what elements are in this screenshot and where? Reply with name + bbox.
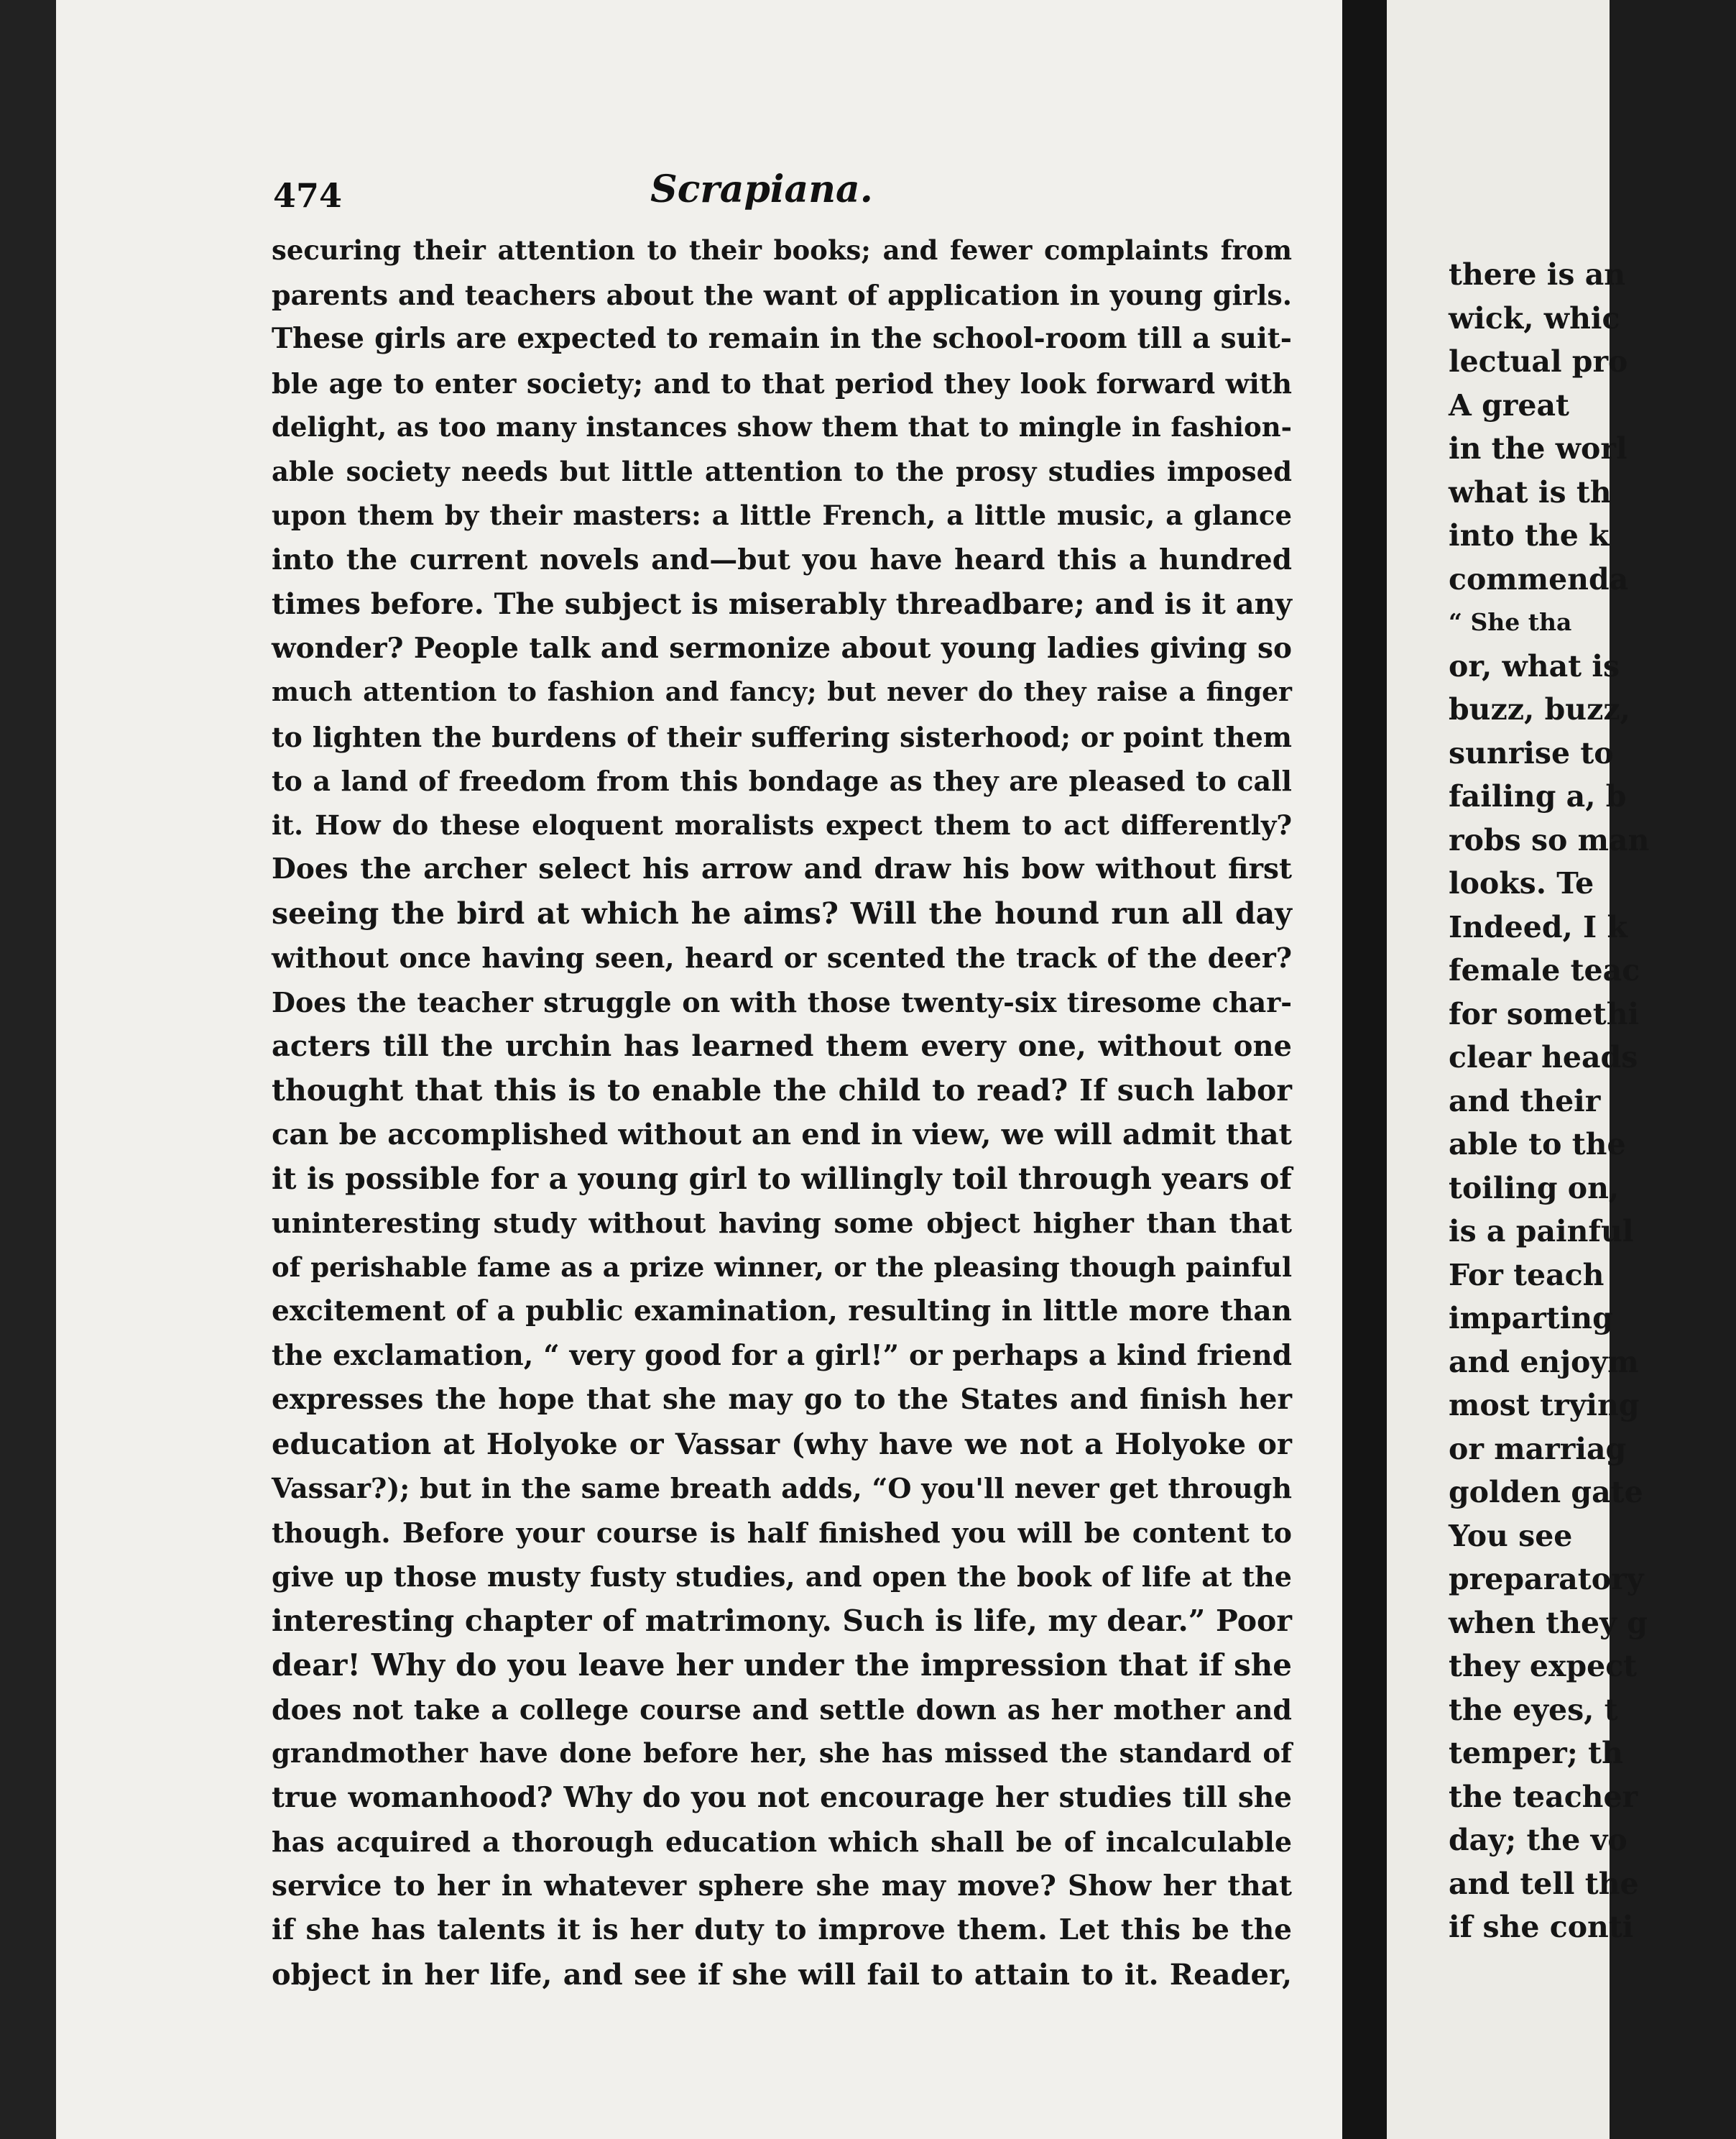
text-line: does not take a college course and settle down as her mother and: [272, 1693, 1292, 1726]
text-line-fragment: the eyes, t: [1449, 1692, 1618, 1727]
text-line: into the current novels and—but you have heard this a hundred: [272, 543, 1292, 576]
text-line-fragment: looks. Te: [1449, 866, 1594, 901]
text-line-fragment: able to the: [1449, 1127, 1626, 1162]
text-line-fragment: Indeed, I k: [1449, 909, 1628, 944]
text-line-fragment: the teacher: [1449, 1779, 1638, 1814]
text-line-fragment: into the k: [1449, 518, 1610, 553]
text-line: grandmother have done before her, she has missed the standard of: [272, 1737, 1292, 1769]
text-line: give up those musty fusty studies, and open the book of life at the: [272, 1560, 1292, 1593]
text-line: times before. The subject is miserably threadbare; and is it any: [272, 587, 1292, 621]
text-line: true womanhood? Why do you not encourage her studies till she: [272, 1780, 1292, 1814]
text-line-fragment: clear heads: [1449, 1040, 1638, 1075]
text-line-fragment: preparatory: [1449, 1562, 1644, 1596]
text-line-fragment: You see: [1449, 1518, 1573, 1553]
text-line: seeing the bird at which he aims? Will the hound run all day: [272, 896, 1292, 931]
text-line-fragment: day; the vo: [1449, 1823, 1628, 1857]
text-line-fragment: lectual pro: [1449, 344, 1628, 379]
text-line: upon them by their masters: a little French, a little music, a glance: [272, 500, 1292, 531]
text-line-fragment: temper; th: [1449, 1736, 1623, 1770]
text-line-fragment: commenda: [1449, 561, 1629, 597]
text-line: without once having seen, heard or scented the track of the deer?: [272, 942, 1292, 974]
text-line: excitement of a public examination, resulting in little more than: [272, 1294, 1292, 1328]
text-line-fragment: and their: [1449, 1083, 1601, 1118]
text-line-fragment: toiling on,: [1449, 1170, 1620, 1205]
text-line: service to her in whatever sphere she may move? Show her that: [272, 1869, 1292, 1903]
text-line: delight, as too many instances show them that to mingle in fashion-: [272, 411, 1292, 443]
text-line-fragment: is a painful: [1449, 1214, 1634, 1248]
text-line-fragment: sunrise to: [1449, 735, 1614, 770]
text-line: it. How do these eloquent moralists expect them to act differently?: [272, 809, 1292, 841]
text-line-fragment: or marriag: [1449, 1431, 1627, 1466]
text-line: much attention to fashion and fancy; but never do they raise a finger: [272, 677, 1292, 707]
text-line: Vassar?); but in the same breath adds, “O you'll never get through: [272, 1472, 1292, 1504]
right-page-body-text: [1449, 253, 1736, 1949]
text-line: to lighten the burdens of their suffering sisterhood; or point them: [272, 720, 1292, 753]
text-line: parents and teachers about the want of application in young girls.: [272, 278, 1292, 311]
page-header: [216, 162, 1308, 219]
running-title: Scrapiana.: [650, 167, 873, 211]
text-line: it is possible for a young girl to willingly toil through years of: [272, 1161, 1292, 1196]
text-line-fragment: most trying: [1449, 1388, 1640, 1422]
text-line: though. Before your course is half finished you will be content to: [272, 1516, 1292, 1549]
film-edge-left: [0, 0, 56, 2139]
text-line-fragment: when they g: [1449, 1605, 1648, 1640]
text-line-fragment: for somethi: [1449, 996, 1640, 1031]
text-line: education at Holyoke or Vassar (why have we not a Holyoke or: [272, 1427, 1292, 1461]
left-page-body-text: [272, 229, 1292, 1997]
text-line-fragment: buzz, buzz,: [1449, 692, 1630, 727]
text-line: to a land of freedom from this bondage as they are pleased to call: [272, 765, 1292, 797]
text-line-fragment: golden gate: [1449, 1475, 1643, 1509]
text-line: thought that this is to enable the child to read? If such labor: [272, 1072, 1292, 1108]
text-line: securing their attention to their books; and fewer complaints from: [272, 234, 1292, 266]
text-line: dear! Why do you leave her under the impression that if she: [272, 1647, 1292, 1683]
text-line: object in her life, and see if she will fail to attain to it. Reader,: [272, 1957, 1292, 1992]
right-page: [1387, 0, 1650, 2139]
page-number: 474: [273, 176, 343, 215]
text-line: expresses the hope that she may go to the States and finish her: [272, 1383, 1292, 1416]
text-line-fragment: and enjoym: [1449, 1344, 1639, 1379]
text-line: ble age to enter society; and to that period they look forward with: [272, 367, 1292, 400]
text-line: can be accomplished without an end in view, we will admit that: [272, 1118, 1292, 1151]
page-gutter: [1342, 0, 1387, 2139]
text-line: interesting chapter of matrimony. Such is life, my dear.” Poor: [272, 1603, 1292, 1638]
text-line-fragment: A great: [1449, 387, 1569, 423]
text-line: able society needs but little attention to the prosy studies imposed: [272, 455, 1292, 487]
text-line-fragment: what is th: [1449, 474, 1612, 510]
text-line-fragment: in the worl: [1449, 431, 1628, 466]
text-line-fragment: and tell the: [1449, 1866, 1639, 1901]
text-line-fragment: For teach: [1449, 1257, 1605, 1292]
text-line-fragment: or, what is: [1449, 648, 1620, 684]
text-line: has acquired a thorough education which shall be of incalculable: [272, 1826, 1292, 1858]
text-line: Does the teacher struggle on with those twenty-six tiresome char-: [272, 985, 1292, 1018]
text-line: of perishable fame as a prize winner, or the pleasing though painful: [272, 1251, 1292, 1283]
text-line-fragment: “ She tha: [1449, 608, 1572, 636]
text-line-fragment: wick, whic: [1449, 300, 1620, 336]
text-line: if she has talents it is her duty to improve them. Let this be the: [272, 1913, 1292, 1946]
text-line: the exclamation, “ very good for a girl!” or perhaps a kind friend: [272, 1338, 1292, 1372]
text-line-fragment: female teac: [1449, 953, 1640, 988]
text-line-fragment: they expect: [1449, 1649, 1638, 1683]
text-line: Does the archer select his arrow and draw his bow without first: [272, 852, 1292, 886]
text-line: wonder? People talk and sermonize about young ladies giving so: [272, 631, 1292, 665]
text-line-fragment: imparting: [1449, 1301, 1613, 1335]
text-line-fragment: there is an: [1449, 257, 1626, 292]
text-line-fragment: if she conti: [1449, 1910, 1634, 1944]
text-line-fragment: failing a, b: [1449, 779, 1627, 814]
text-line: uninteresting study without having some object higher than that: [272, 1207, 1292, 1239]
text-line: acters till the urchin has learned them every one, without one: [272, 1029, 1292, 1063]
text-line: These girls are expected to remain in the school-room till a suit-: [272, 322, 1292, 355]
text-line-fragment: robs so man: [1449, 822, 1650, 857]
